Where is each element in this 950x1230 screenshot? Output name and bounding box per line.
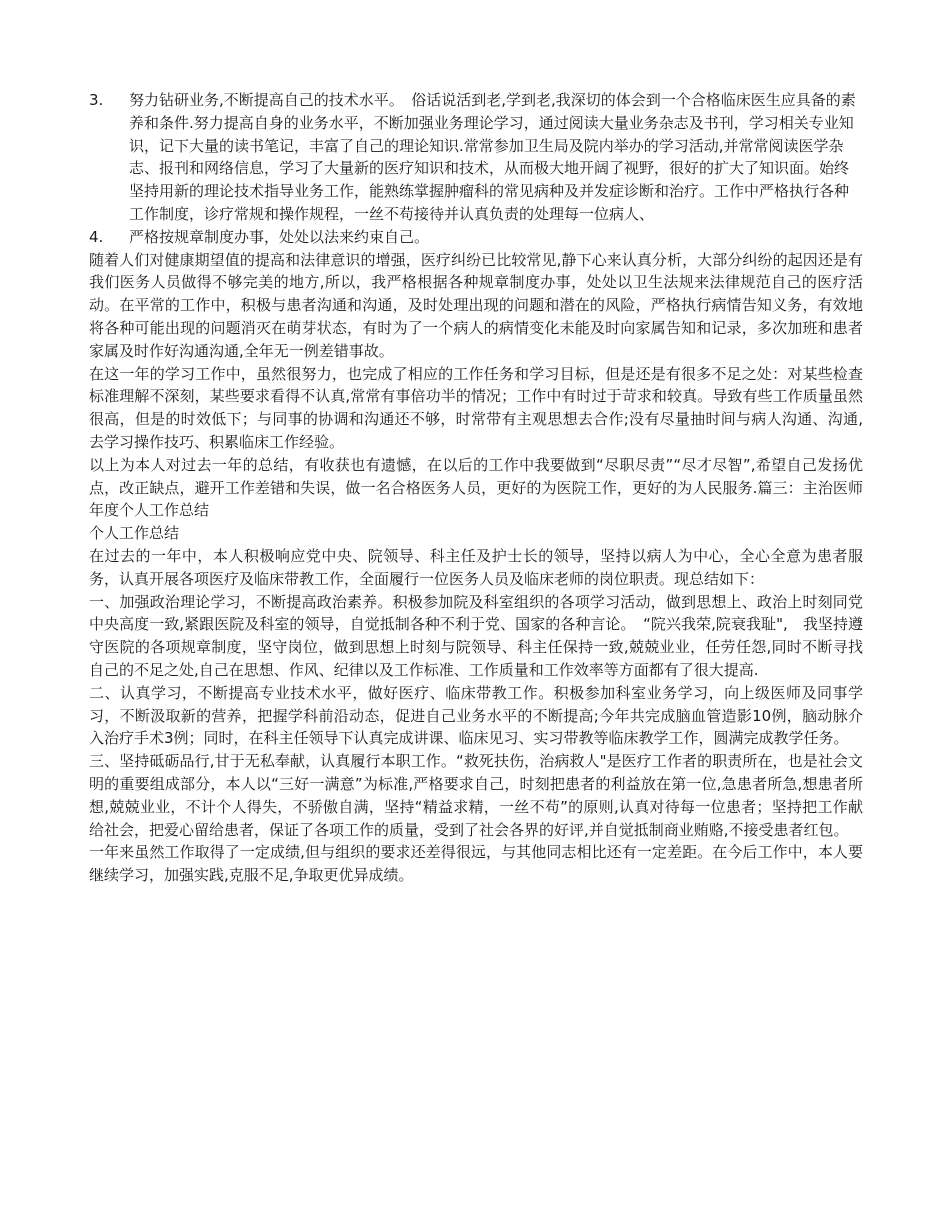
paragraph-conduct: 三、坚持砥砺品行,甘于无私奉献，认真履行本职工作。“救死扶伤，治病救人"是医疗工作者的职责所在，也是社会文明的重要组成部分，本人以“三好一满意”为标准,严格要求自己，时刻把患者的利益放在第一位,急患者所急,想患者所想,兢兢业业，不计个人得失，不骄傲自满，坚持“精益求精，一丝不苟”的原则,认真对待每一位患者；坚持把工作献给社会，把爱心留给患者，保证了各项工作的质量，受到了社会各界的好评,并自觉抵制商业贿赂,不接受患者红包。 — [89, 752, 863, 839]
item-number: 4. — [89, 227, 104, 246]
paragraph-closing: 一年来虽然工作取得了一定成绩,但与组织的要求还差得很远，与其他同志相比还有一定差距。在今后工作中，本人要继续学习，加强实践,克服不足,争取更优异成绩。 — [89, 843, 863, 885]
paragraph-conclusion: 以上为本人对过去一年的总结，有收获也有遗憾，在以后的工作中我要做到“尽职尽责”“尽才尽智”,希望自己发扬优点，改正缺点，避开工作差错和失误，做一名合格医务人员，更好的为医院工作，更好的为人民服务.篇三：主治医师年度个人工作总结 — [89, 455, 863, 520]
numbered-item-3 — [89, 89, 863, 226]
paragraph-intro: 在过去的一年中，本人积极响应党中央、院领导、科主任及护士长的领导，坚持以病人为中心，全心全意为患者服务，认真开展各项医疗及临床带教工作，全面履行一位医务人员及临床老师的岗位职责。现总结如下： — [89, 546, 863, 588]
item-text: 严格按规章制度办事，处处以法来约束自己。 — [129, 227, 430, 246]
paragraph-political-study: 一、加强政治理论学习，不断提高政治素养。积极参加院及科室组织的各项学习活动，做到思想上、政治上时刻同党中央高度一致,紧跟医院及科室的领导，自觉抵制各种不利于党、国家的各种言论。 “院兴我荣,院衰我耻", 我坚持遵守医院的各项规章制度，坚守岗位，做到思想上时刻与院领导、科主任保持一致,兢兢业业，任劳任怨,同时不断寻找自己的不足之处,自己在思想、作风、纪律以及工作标准、工作质量和工作效率等方面都有了很大提高. — [89, 592, 863, 679]
paragraph-medical-disputes: 随着人们对健康期望值的提高和法律意识的增强，医疗纠纷已比较常见,静下心来认真分析，大部分纠纷的起因还是有我们医务人员做得不够完美的地方,所以，我严格根据各种规章制度办事，处处以卫生法规来法律规范自己的医疗活动。在平常的工作中，积极与患者沟通和沟通，及时处理出现的问题和潜在的风险，严格执行病情告知义务，有效地将各种可能出现的问题消灭在萌芽状态，有时为了一个病人的病情变化未能及时向家属告知和记录，多次加班和患者家属及时作好沟通沟通,全年无一例差错事故。 — [89, 250, 863, 360]
numbered-item-4 — [89, 226, 863, 249]
item-text: 努力钻研业务,不断提高自己的技术水平。 俗话说活到老,学到老,我深切的体会到一个合格临床医生应具备的素养和条件.努力提高自身的业务水平，不断加强业务理论学习，通过阅读大量业务杂志及书刊，学习相关专业知识，记下大量的读书笔记，丰富了自己的理论知识.常常参加卫生局及院内举办的学习活动,并常常阅读医学杂志、报刊和网络信息，学习了大量新的医疗知识和技术，从而极大地开阔了视野，很好的扩大了知识面。始终坚持用新的理论技术指导业务工作，能熟练掌握肿瘤科的常见病种及并发症诊断和治疗。工作中严格执行各种工作制度，诊疗常规和操作规程，一丝不苟接待并认真负责的处理每一位病人、 — [129, 91, 856, 223]
document-body — [89, 89, 863, 887]
item-number: 3. — [89, 91, 104, 109]
paragraph-professional-study: 二、认真学习，不断提高专业技术水平，做好医疗、临床带教工作。积极参加科室业务学习，向上级医师及同事学习，不断汲取新的营养，把握学科前沿动态，促进自己业务水平的不断提高;今年共完成脑血管造影10例，脑动脉介入治疗手术3例；同时，在科主任领导下认真完成讲课、临床见习、实习带教等临床教学工作，圆满完成教学任务。 — [89, 683, 863, 748]
paragraph-shortcomings: 在这一年的学习工作中，虽然很努力，也完成了相应的工作任务和学习目标，但是还是有很多不足之处：对某些检查标准理解不深刻，某些要求看得不认真,常常有事倍功半的情况；工作中有时过于苛求和较真。导致有些工作质量虽然很高，但是的时效低下；与同事的协调和沟通还不够，时常带有主观思想去合作;没有尽量抽时间与病人沟通、沟通,去学习操作技巧、积累临床工作经验。 — [89, 364, 863, 451]
section-heading: 个人工作总结 — [89, 524, 180, 543]
